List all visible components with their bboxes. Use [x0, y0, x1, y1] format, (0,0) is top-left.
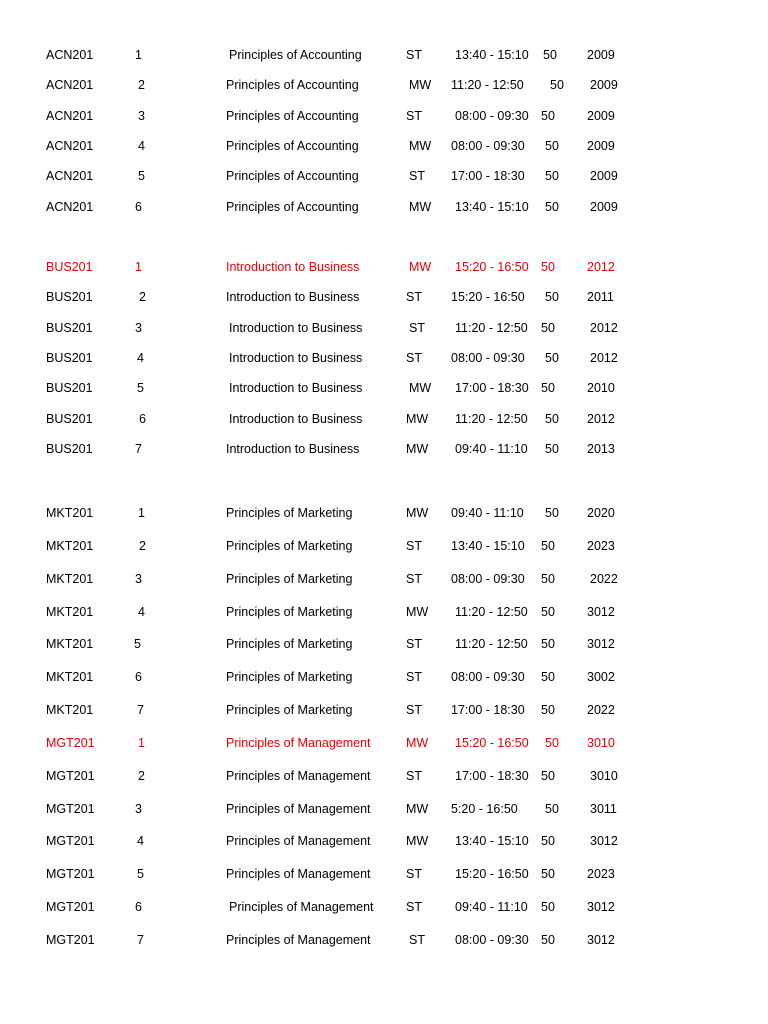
meeting-days: MW — [406, 506, 429, 520]
schedule-row — [0, 107, 768, 125]
meeting-days: MW — [409, 260, 432, 274]
course-title: Principles of Marketing — [226, 572, 353, 586]
meeting-time: 15:20 - 16:50 — [455, 867, 529, 881]
schedule-row — [0, 537, 768, 555]
schedule-row — [0, 668, 768, 686]
schedule-row — [0, 288, 768, 306]
course-code: BUS201 — [46, 442, 93, 456]
room-number: 2013 — [587, 442, 615, 456]
course-code: MGT201 — [46, 736, 95, 750]
meeting-time: 17:00 - 18:30 — [455, 381, 529, 395]
meeting-time: 5:20 - 16:50 — [451, 802, 518, 816]
section-number: 6 — [135, 900, 142, 914]
room-number: 3012 — [590, 834, 618, 848]
section-number: 2 — [139, 290, 146, 304]
schedule-row — [0, 258, 768, 276]
meeting-days: MW — [406, 442, 429, 456]
schedule-row — [0, 46, 768, 64]
schedule-row — [0, 734, 768, 752]
course-title: Introduction to Business — [229, 381, 363, 395]
meeting-days: MW — [406, 605, 429, 619]
meeting-days: MW — [409, 200, 432, 214]
section-number: 4 — [138, 605, 145, 619]
room-number: 3002 — [587, 670, 615, 684]
room-number: 2010 — [587, 381, 615, 395]
seat-capacity: 50 — [545, 351, 559, 365]
course-title: Principles of Marketing — [226, 703, 353, 717]
section-number: 6 — [135, 670, 142, 684]
schedule-row — [0, 349, 768, 367]
meeting-time: 13:40 - 15:10 — [455, 834, 529, 848]
course-code: MKT201 — [46, 703, 94, 717]
meeting-time: 15:20 - 16:50 — [455, 736, 529, 750]
course-title: Introduction to Business — [229, 321, 363, 335]
section-number: 7 — [135, 442, 142, 456]
section-number: 2 — [138, 78, 145, 92]
section-number: 5 — [137, 381, 144, 395]
section-number: 5 — [138, 169, 145, 183]
meeting-days: ST — [406, 670, 422, 684]
seat-capacity: 50 — [541, 933, 555, 947]
course-code: BUS201 — [46, 260, 93, 274]
room-number: 2022 — [590, 572, 618, 586]
meeting-time: 08:00 - 09:30 — [451, 670, 525, 684]
meeting-time: 11:20 - 12:50 — [455, 321, 528, 335]
schedule-row — [0, 931, 768, 949]
seat-capacity: 50 — [545, 736, 559, 750]
section-number: 2 — [138, 769, 145, 783]
seat-capacity: 50 — [545, 412, 559, 426]
meeting-time: 13:40 - 15:10 — [455, 200, 529, 214]
schedule-row — [0, 898, 768, 916]
room-number: 2009 — [587, 48, 615, 62]
section-number: 4 — [137, 351, 144, 365]
room-number: 2023 — [587, 867, 615, 881]
course-title: Principles of Marketing — [226, 637, 353, 651]
schedule-row — [0, 701, 768, 719]
course-title: Introduction to Business — [226, 442, 360, 456]
schedule-row — [0, 800, 768, 818]
section-number: 3 — [135, 321, 142, 335]
meeting-days: MW — [406, 412, 429, 426]
meeting-days: MW — [406, 802, 429, 816]
section-number: 5 — [134, 637, 141, 651]
seat-capacity: 50 — [545, 139, 559, 153]
seat-capacity: 50 — [541, 900, 555, 914]
meeting-time: 08:00 - 09:30 — [451, 139, 525, 153]
schedule-row — [0, 319, 768, 337]
section-number: 3 — [138, 109, 145, 123]
course-code: ACN201 — [46, 139, 94, 153]
room-number: 2009 — [590, 169, 618, 183]
room-number: 3012 — [587, 637, 615, 651]
seat-capacity: 50 — [541, 605, 555, 619]
meeting-time: 17:00 - 18:30 — [451, 169, 525, 183]
course-code: MKT201 — [46, 572, 94, 586]
meeting-days: MW — [409, 381, 432, 395]
meeting-time: 11:20 - 12:50 — [451, 78, 524, 92]
course-title: Principles of Management — [229, 900, 374, 914]
room-number: 3011 — [590, 802, 617, 816]
room-number: 2022 — [587, 703, 615, 717]
course-title: Principles of Marketing — [226, 605, 353, 619]
schedule-row — [0, 570, 768, 588]
course-title: Principles of Marketing — [226, 506, 353, 520]
section-number: 3 — [135, 802, 142, 816]
section-number: 1 — [135, 260, 142, 274]
section-number: 3 — [135, 572, 142, 586]
course-code: BUS201 — [46, 321, 93, 335]
course-title: Principles of Accounting — [226, 200, 359, 214]
course-title: Principles of Management — [226, 802, 371, 816]
room-number: 3012 — [587, 900, 615, 914]
course-code: MKT201 — [46, 637, 94, 651]
seat-capacity: 50 — [550, 78, 564, 92]
seat-capacity: 50 — [541, 572, 555, 586]
seat-capacity: 50 — [541, 670, 555, 684]
schedule-row — [0, 767, 768, 785]
seat-capacity: 50 — [543, 48, 557, 62]
course-code: ACN201 — [46, 48, 94, 62]
section-number: 2 — [139, 539, 146, 553]
meeting-days: ST — [406, 351, 422, 365]
seat-capacity: 50 — [541, 769, 555, 783]
course-title: Principles of Accounting — [226, 169, 359, 183]
meeting-days: ST — [406, 703, 422, 717]
meeting-days: ST — [406, 48, 422, 62]
course-code: MKT201 — [46, 670, 94, 684]
course-title: Principles of Management — [226, 834, 371, 848]
seat-capacity: 50 — [541, 260, 555, 274]
section-number: 4 — [137, 834, 144, 848]
schedule-row — [0, 198, 768, 216]
meeting-days: ST — [406, 109, 422, 123]
room-number: 2023 — [587, 539, 615, 553]
meeting-time: 11:20 - 12:50 — [455, 637, 528, 651]
course-code: BUS201 — [46, 412, 93, 426]
course-title: Introduction to Business — [229, 351, 363, 365]
course-code: ACN201 — [46, 200, 94, 214]
section-number: 7 — [137, 933, 144, 947]
course-title: Introduction to Business — [229, 412, 363, 426]
course-code: BUS201 — [46, 290, 93, 304]
meeting-days: ST — [406, 539, 422, 553]
room-number: 2009 — [590, 200, 618, 214]
room-number: 2012 — [590, 321, 618, 335]
meeting-days: ST — [406, 900, 422, 914]
course-title: Principles of Accounting — [226, 78, 359, 92]
course-title: Principles of Management — [226, 769, 371, 783]
meeting-time: 15:20 - 16:50 — [451, 290, 525, 304]
meeting-days: ST — [406, 572, 422, 586]
meeting-days: ST — [409, 321, 425, 335]
section-number: 5 — [137, 867, 144, 881]
room-number: 2012 — [587, 260, 615, 274]
schedule-row — [0, 865, 768, 883]
section-number: 4 — [138, 139, 145, 153]
seat-capacity: 50 — [545, 442, 559, 456]
meeting-days: ST — [406, 769, 422, 783]
seat-capacity: 50 — [545, 506, 559, 520]
section-number: 1 — [135, 48, 142, 62]
course-code: MKT201 — [46, 605, 94, 619]
seat-capacity: 50 — [541, 637, 555, 651]
room-number: 3010 — [590, 769, 618, 783]
room-number: 2012 — [590, 351, 618, 365]
course-title: Principles of Marketing — [226, 539, 353, 553]
seat-capacity: 50 — [541, 109, 555, 123]
seat-capacity: 50 — [545, 200, 559, 214]
room-number: 2009 — [587, 109, 615, 123]
meeting-time: 17:00 - 18:30 — [455, 769, 529, 783]
meeting-time: 09:40 - 11:10 — [451, 506, 524, 520]
meeting-time: 15:20 - 16:50 — [455, 260, 529, 274]
course-title: Principles of Management — [226, 933, 371, 947]
room-number: 2009 — [587, 139, 615, 153]
seat-capacity: 50 — [541, 703, 555, 717]
section-number: 1 — [138, 506, 145, 520]
room-number: 2011 — [587, 290, 614, 304]
schedule-row — [0, 410, 768, 428]
seat-capacity: 50 — [545, 802, 559, 816]
course-title: Principles of Accounting — [226, 109, 359, 123]
meeting-days: ST — [406, 290, 422, 304]
meeting-days: MW — [409, 78, 432, 92]
schedule-row — [0, 603, 768, 621]
schedule-row — [0, 76, 768, 94]
course-code: MGT201 — [46, 834, 95, 848]
seat-capacity: 50 — [545, 169, 559, 183]
section-number: 7 — [137, 703, 144, 717]
schedule-row — [0, 379, 768, 397]
course-title: Principles of Management — [226, 736, 371, 750]
schedule-row — [0, 137, 768, 155]
meeting-time: 13:40 - 15:10 — [451, 539, 525, 553]
meeting-time: 08:00 - 09:30 — [451, 351, 525, 365]
meeting-time: 11:20 - 12:50 — [455, 605, 528, 619]
course-title: Principles of Accounting — [229, 48, 362, 62]
course-code: MGT201 — [46, 900, 95, 914]
schedule-row — [0, 832, 768, 850]
meeting-time: 08:00 - 09:30 — [451, 572, 525, 586]
course-title: Principles of Management — [226, 867, 371, 881]
meeting-time: 08:00 - 09:30 — [455, 109, 529, 123]
course-title: Introduction to Business — [226, 260, 360, 274]
room-number: 3010 — [587, 736, 615, 750]
course-title: Principles of Marketing — [226, 670, 353, 684]
meeting-days: ST — [406, 867, 422, 881]
meeting-time: 09:40 - 11:10 — [455, 900, 528, 914]
schedule-row — [0, 440, 768, 458]
meeting-days: MW — [406, 834, 429, 848]
room-number: 3012 — [587, 605, 615, 619]
room-number: 2009 — [590, 78, 618, 92]
room-number: 3012 — [587, 933, 615, 947]
section-number: 1 — [138, 736, 145, 750]
course-code: MKT201 — [46, 506, 94, 520]
meeting-days: MW — [409, 139, 432, 153]
course-title: Principles of Accounting — [226, 139, 359, 153]
course-code: MGT201 — [46, 933, 95, 947]
meeting-days: ST — [406, 637, 422, 651]
section-number: 6 — [135, 200, 142, 214]
course-code: BUS201 — [46, 351, 93, 365]
schedule-row — [0, 635, 768, 653]
course-code: ACN201 — [46, 109, 94, 123]
course-code: MGT201 — [46, 867, 95, 881]
meeting-time: 08:00 - 09:30 — [455, 933, 529, 947]
seat-capacity: 50 — [541, 834, 555, 848]
seat-capacity: 50 — [541, 539, 555, 553]
meeting-time: 11:20 - 12:50 — [455, 412, 528, 426]
meeting-time: 17:00 - 18:30 — [451, 703, 525, 717]
course-code: ACN201 — [46, 169, 94, 183]
course-code: BUS201 — [46, 381, 93, 395]
course-code: MGT201 — [46, 769, 95, 783]
seat-capacity: 50 — [545, 290, 559, 304]
room-number: 2012 — [587, 412, 615, 426]
meeting-days: ST — [409, 169, 425, 183]
course-title: Introduction to Business — [226, 290, 360, 304]
seat-capacity: 50 — [541, 867, 555, 881]
section-number: 6 — [139, 412, 146, 426]
course-code: MKT201 — [46, 539, 94, 553]
course-code: ACN201 — [46, 78, 94, 92]
seat-capacity: 50 — [541, 381, 555, 395]
course-code: MGT201 — [46, 802, 95, 816]
seat-capacity: 50 — [541, 321, 555, 335]
schedule-row — [0, 504, 768, 522]
room-number: 2020 — [587, 506, 615, 520]
schedule-row — [0, 167, 768, 185]
meeting-days: ST — [409, 933, 425, 947]
meeting-time: 09:40 - 11:10 — [455, 442, 528, 456]
meeting-time: 13:40 - 15:10 — [455, 48, 529, 62]
meeting-days: MW — [406, 736, 429, 750]
